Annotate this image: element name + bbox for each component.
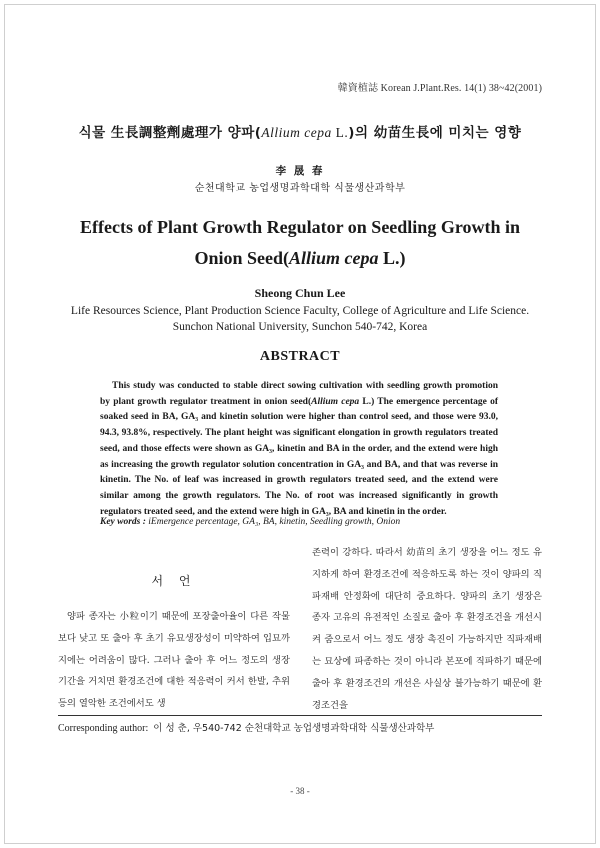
page-number: - 38 -	[290, 786, 310, 796]
footnote	[58, 720, 542, 734]
keywords-label: Key words :	[100, 517, 146, 527]
english-title-scientific-name: Allium cepa	[289, 248, 379, 268]
left-column-text: 양파 종자는 小粒이기 때문에 포장출아율이 다른 작물 보다 낮고 또 출아 후 초기 유묘생장성이 미약하여 입묘까지에는 어려움이 많다. 그러나 출아 후 어느 정도의 생장기간을 거치면 환경조건에 대한 적응력이 커서 한발, 추위 등의 열악한 조건에서도 생	[58, 611, 290, 710]
left-column	[58, 568, 290, 715]
english-affiliation	[40, 303, 560, 335]
korean-title-post: )의 幼苗生長에 미치는 영향	[348, 125, 522, 141]
korean-affiliation: 순천대학교 농업생명과학대학 식물생산과학부	[194, 183, 406, 194]
english-affiliation-line2: Sunchon National University, Sunchon 540-742, Korea	[172, 321, 428, 333]
english-title-line1: Effects of Plant Growth Regulator on Seedling Growth in	[80, 217, 520, 237]
korean-author: 李 晟 春	[275, 165, 325, 177]
right-column-text: 존력이 강하다. 따라서 幼苗의 초기 생장을 어느 정도 유지하게 하여 환경조건에 적응하도록 하는 것이 양파의 직파재배 안정화에 대단히 중요하다. 양파의 초기 생장은 종자 고유의 유전적인 소질로 출아 후 환경조건을 개선시켜 줌으로서 어느 정도 생장 촉진이 가능하지만 직파재배는 묘상에 파종하는 것이 아니라 본포에 직파하기 때문에 출아 후 환경조건의 개선은 사실상 불가능하기 때문에 환경조건을	[312, 547, 542, 711]
english-author: Sheong Chun Lee	[254, 286, 346, 300]
korean-title-authority: L.	[331, 125, 349, 140]
english-title	[60, 212, 540, 274]
abstract-part1: This study was conducted to stable direct sowing cultivation with seedling growth promotion by plant growth regulator treatment in onion seed(	[100, 381, 498, 407]
english-affiliation-line1: Life Resources Science, Plant Production Science Faculty, College of Agriculture and Life Science.	[70, 305, 530, 317]
english-title-line2	[60, 243, 540, 274]
keywords	[100, 517, 500, 527]
abstract-heading: ABSTRACT	[259, 349, 341, 364]
introduction-heading: 서 언	[151, 574, 197, 588]
english-title-line2-pre: Onion Seed(	[194, 248, 290, 268]
footnote-label: Corresponding author:	[58, 723, 149, 734]
right-column	[312, 542, 542, 716]
korean-title	[0, 121, 600, 141]
footnote-text: 이 성 춘, 우540-742 순천대학교 농업생명과학대학 식물생산과학부	[153, 723, 435, 734]
korean-title-pre: 식물 生長調整劑處理가 양파(	[78, 125, 262, 141]
abstract-scientific-name: Allium cepa	[311, 396, 360, 407]
korean-title-scientific-name: Allium cepa	[261, 125, 332, 140]
keywords-text: iEmergence percentage, GA₃, BA, kinetin, Seedling growth, Onion	[145, 517, 401, 527]
abstract-body	[100, 379, 498, 520]
footnote-divider	[58, 715, 542, 716]
journal-reference: 韓資植誌 Korean J.Plant.Res. 14(1) 38~42(2001)	[337, 83, 542, 94]
english-title-line2-post: L.)	[378, 248, 406, 268]
abstract-part2: L.) The emergence percentage of soaked seed in BA, GA₃ and kinetin solution were higher than control seed, and those were 93.0, 94.3, 93.8%, respectively. The plant height was significant elongation in growth regulators treated seed, and those effects were shown as GA₃, kinetin and BA in the order, and the extend were high as increasing the growth regulator solution concentration in GA₃ and BA, and that was reverse in kinetin. The No. of leaf was increased in growth regulators treated seed, and the extend were similar among the growth regulators. The No. of root was increased significantly in growth regulators treated seed, and the extend were high in GA₃, BA and kinetin in the order.	[100, 396, 498, 517]
